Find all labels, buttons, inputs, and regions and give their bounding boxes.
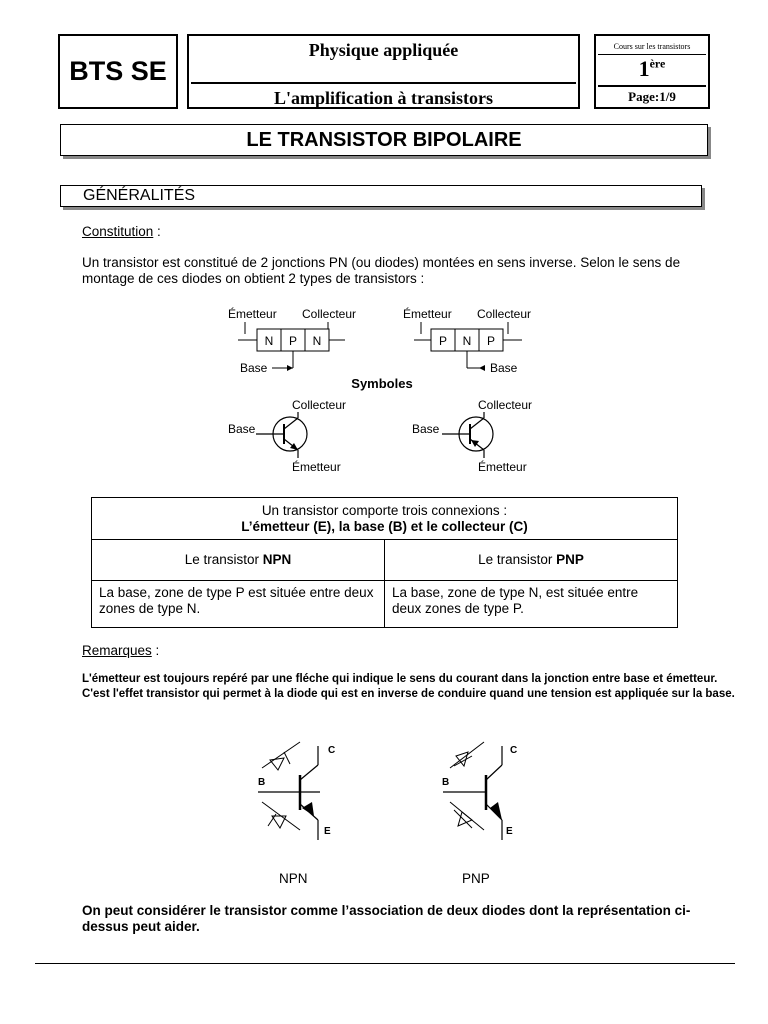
npn-emetteur-label: Émetteur [228, 307, 277, 321]
pnp-collecteur-label: Collecteur [477, 307, 532, 321]
constitution-text: Un transistor est constitué de 2 jonctions PN (ou diodes) montées en sens inverse. Selon le sens de montage de ces diodes on obtient 2 types de transistors : [82, 255, 681, 286]
npn-symbol-emetteur-label: Émetteur [292, 460, 341, 474]
year-suffix: ère [649, 56, 666, 71]
npn-b-label: B [258, 777, 266, 788]
page-number: Page:1/9 [628, 89, 676, 104]
table-intro-cell [92, 498, 678, 540]
npn-e-label: E [324, 826, 331, 837]
table-cell-pnp: La base, zone de type N, est située entre deux zones de type P. [385, 581, 678, 628]
transistor-structure-diagram [220, 300, 550, 482]
pnp-emetteur-label: Émetteur [403, 307, 452, 321]
main-title-box [60, 124, 708, 156]
table-intro-bold: L’émetteur (E), la base (B) et le collecteur (C) [241, 518, 528, 534]
subject-box [187, 34, 580, 109]
table-cell-npn: La base, zone de type P est située entre deux zones de type N. [92, 581, 385, 628]
pnp-symbol-emetteur-label: Émetteur [478, 460, 527, 474]
page-title: LE TRANSISTOR BIPOLAIRE [246, 129, 522, 151]
year-number: 1 [638, 56, 650, 81]
bts-box [58, 34, 178, 109]
course-divider [598, 54, 706, 55]
year-label [596, 56, 708, 82]
npn-diode-model [258, 742, 335, 840]
table-row [92, 581, 678, 628]
pnp-layer-1: P [438, 334, 448, 348]
npn-c-label: C [328, 745, 336, 756]
pnp-col-bold: PNP [556, 552, 584, 567]
pnp-symbol [412, 398, 532, 474]
constitution-label: Constitution [82, 224, 154, 239]
subject-divider [191, 82, 576, 84]
diode-model-diagram [240, 730, 540, 860]
pnp-b-label: B [442, 777, 450, 788]
pnp-e-label: E [506, 826, 513, 837]
table-header-row [92, 498, 678, 540]
npn-layer-2: P [288, 334, 298, 348]
pnp-layer-2: N [462, 334, 472, 348]
table-intro: Un transistor comporte trois connexions : [261, 502, 508, 518]
npn-symbol-collecteur-label: Collecteur [292, 398, 347, 412]
pnp-caption: PNP [462, 871, 490, 886]
pnp-base-label: Base [490, 361, 518, 375]
pnp-structure [403, 306, 531, 375]
npn-symbol [228, 398, 346, 474]
npn-col-bold: NPN [262, 552, 292, 567]
table-col-npn [92, 540, 385, 581]
subject-title: Physique appliquée [308, 40, 459, 60]
npn-symbol-base-label: Base [228, 422, 256, 436]
conclusion-text: On peut considérer le transistor comme l’association de deux diodes dont la représentation ci-dessus peut aider. [82, 903, 691, 934]
pnp-symbol-collecteur-label: Collecteur [478, 398, 533, 412]
npn-base-label: Base [240, 361, 268, 375]
pnp-c-label: C [510, 745, 518, 756]
npn-layer-3: N [312, 334, 322, 348]
page-divider [598, 85, 706, 87]
remarques-text: L'émetteur est toujours repéré par une fléche qui indique le sens du courant dans la jonction entre base et émetteur. C'est l'effet transistor qui permet à la diode qui est en inverse de conduire quand une tension est appliquée sur la base. [82, 673, 735, 700]
pnp-layer-3: P [486, 334, 496, 348]
footer-rule [35, 963, 735, 964]
remarques-heading [82, 643, 159, 659]
pnp-col-prefix: Le transistor [478, 552, 557, 567]
chapter-title: L'amplification à transistors [274, 88, 493, 108]
npn-collecteur-label: Collecteur [302, 307, 357, 321]
table-row [92, 540, 678, 581]
remarques-label: Remarques [82, 643, 152, 658]
constitution-heading [82, 224, 161, 240]
section-title: GÉNÉRALITÉS [83, 187, 196, 204]
table-col-pnp [385, 540, 678, 581]
npn-structure [228, 306, 356, 375]
npn-layer-1: N [264, 334, 274, 348]
bts-label: BTS SE [69, 56, 167, 86]
pnp-symbol-base-label: Base [412, 422, 440, 436]
constitution-colon: : [153, 224, 161, 239]
page-box [594, 34, 710, 109]
connections-table [91, 497, 678, 628]
remarques-colon: : [151, 643, 160, 658]
npn-caption: NPN [279, 871, 308, 886]
section-box [60, 185, 702, 207]
course-label: Cours sur les transistors [613, 42, 691, 51]
symboles-label: Symboles [351, 376, 413, 391]
npn-col-prefix: Le transistor [184, 552, 263, 567]
pnp-diode-model [442, 742, 517, 840]
